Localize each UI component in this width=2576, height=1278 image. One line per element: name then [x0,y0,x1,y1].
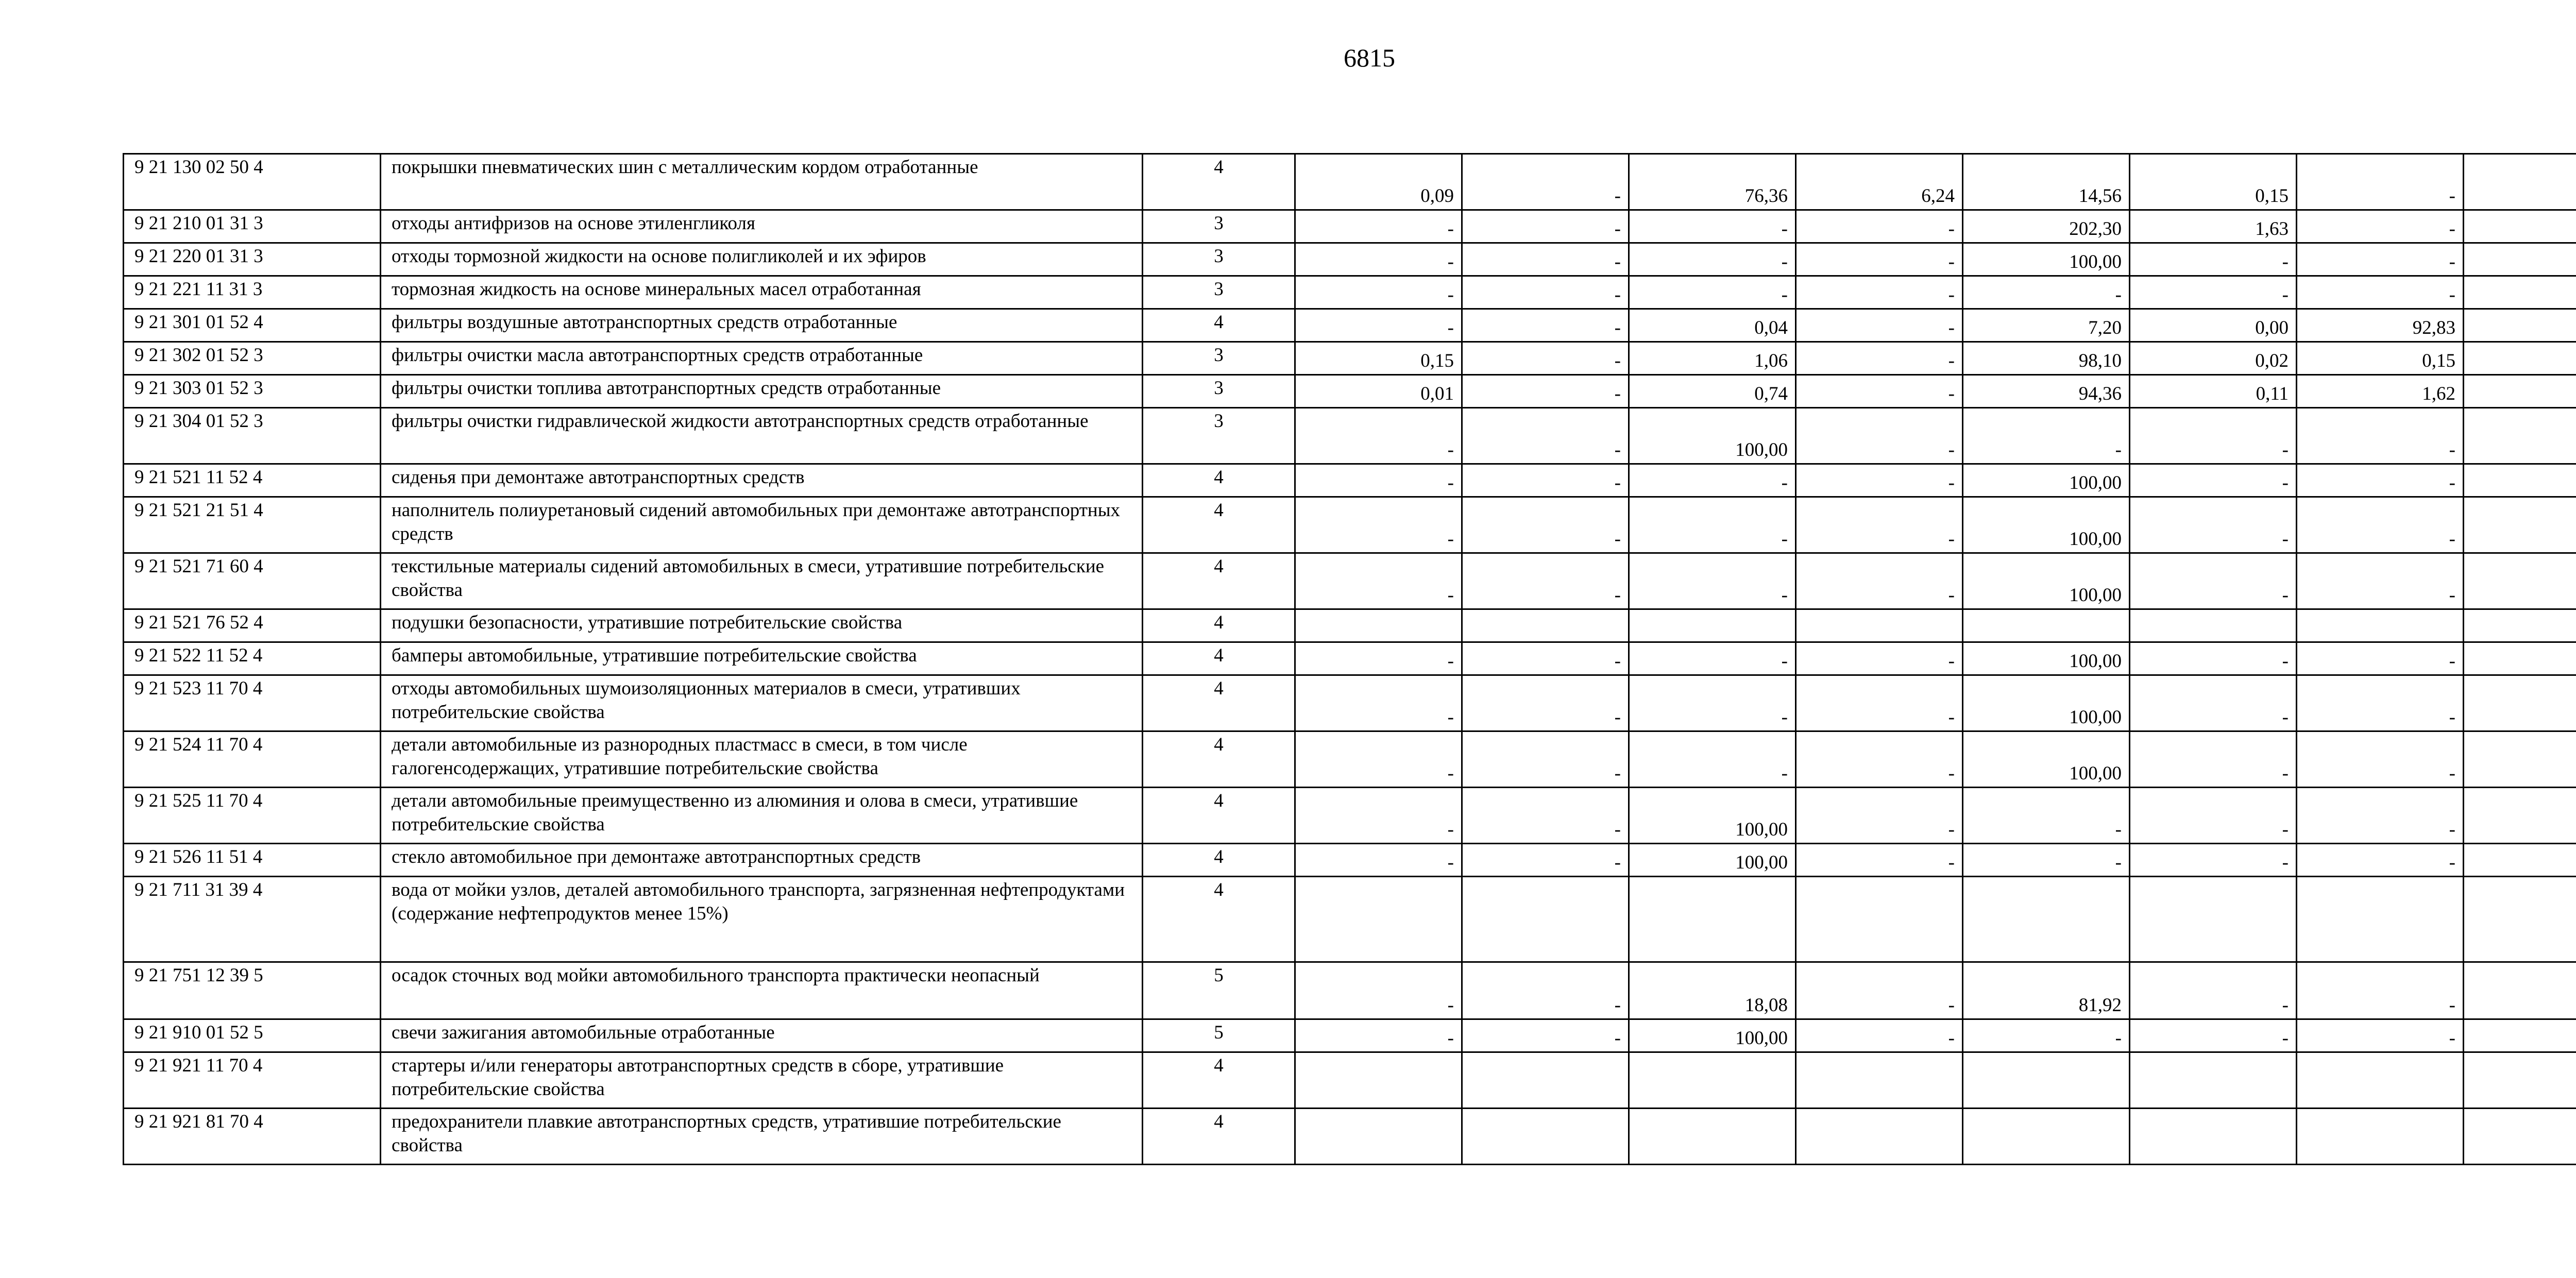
value-cell [2464,276,2576,309]
waste-code-cell: 9 21 130 02 50 4 [124,154,381,210]
value-cell: - [1796,210,1963,243]
value-cell: 0,15 [2130,154,2297,210]
value-cell: - [2297,276,2464,309]
value-cell [1629,1109,1796,1165]
value-cell: 1,62 [2297,375,2464,408]
value-cell: 202,30 [1963,210,2130,243]
value-cell: 0,09 [1295,154,1462,210]
hazard-class-cell: 4 [1143,497,1295,553]
value-cell: - [1796,276,1963,309]
table-row [124,497,2576,553]
table-row [124,276,2576,309]
value-cell: 76,36 [1629,154,1796,210]
value-cell: 100,00 [1629,1019,1796,1052]
value-cell: - [1629,642,1796,675]
value-cell: 0,01 [1295,375,1462,408]
value-cell: - [1963,788,2130,844]
value-cell: 100,00 [1629,788,1796,844]
value-cell: - [1796,553,1963,609]
waste-code-cell: 9 21 521 11 52 4 [124,464,381,497]
value-cell: - [2297,154,2464,210]
value-cell [1963,609,2130,642]
table-row [124,962,2576,1019]
table-row [124,675,2576,731]
value-cell [1629,609,1796,642]
value-cell: 0,04 [1629,309,1796,342]
value-cell [1963,1052,2130,1109]
value-cell: - [1462,642,1629,675]
value-cell: - [1629,210,1796,243]
hazard-class-cell: 4 [1143,642,1295,675]
value-cell: 0,02 [2130,342,2297,375]
value-cell: 14,56 [1963,154,2130,210]
value-cell [2130,1052,2297,1109]
waste-name-cell: наполнитель полиуретановый сидений автомобильных при демонтаже автотранспортных средств [381,497,1143,553]
value-cell [1963,877,2130,962]
value-cell [1963,1109,2130,1165]
value-cell: 100,00 [1629,844,1796,877]
value-cell [2464,464,2576,497]
value-cell: - [1295,553,1462,609]
value-cell [1295,877,1462,962]
value-cell: - [1796,731,1963,788]
value-cell: - [1462,464,1629,497]
value-cell: - [1295,788,1462,844]
hazard-class-cell: 4 [1143,553,1295,609]
waste-name-cell: текстильные материалы сидений автомобильных в смеси, утратившие потребительские свойства [381,553,1143,609]
waste-name-cell: отходы автомобильных шумоизоляционных материалов в смеси, утративших потребительские свойства [381,675,1143,731]
value-cell: - [2130,675,2297,731]
table-row [124,309,2576,342]
waste-classification-table [123,153,2576,1165]
value-cell: - [2130,553,2297,609]
value-cell: - [1462,962,1629,1019]
value-cell: - [1295,642,1462,675]
waste-name-cell: детали автомобильные из разнородных пластмасс в смеси, в том числе галогенсодержащих, утратившие потребительские свойства [381,731,1143,788]
value-cell: - [1796,309,1963,342]
table-row [124,464,2576,497]
value-cell: 0,00 [2130,309,2297,342]
value-cell [2297,1109,2464,1165]
hazard-class-cell: 3 [1143,375,1295,408]
value-cell: - [2130,962,2297,1019]
value-cell [1462,609,1629,642]
value-cell: - [1629,276,1796,309]
value-cell [1295,1052,1462,1109]
value-cell: - [1462,553,1629,609]
value-cell: - [1295,675,1462,731]
value-cell: - [1796,497,1963,553]
waste-name-cell: бамперы автомобильные, утратившие потребительские свойства [381,642,1143,675]
value-cell: - [1796,375,1963,408]
value-cell [2464,642,2576,675]
value-cell [1462,877,1629,962]
value-cell: - [2130,243,2297,276]
waste-name-cell: фильтры воздушные автотранспортных средств отработанные [381,309,1143,342]
value-cell: - [2297,243,2464,276]
hazard-class-cell: 3 [1143,408,1295,464]
value-cell: - [2297,553,2464,609]
value-cell: - [1462,1019,1629,1052]
value-cell: 0,15 [1295,342,1462,375]
table-row [124,210,2576,243]
value-cell: - [1963,1019,2130,1052]
value-cell [2464,497,2576,553]
value-cell: - [2130,731,2297,788]
waste-name-cell: тормозная жидкость на основе минеральных масел отработанная [381,276,1143,309]
value-cell: - [1462,276,1629,309]
value-cell [2464,375,2576,408]
value-cell: - [1796,408,1963,464]
hazard-class-cell: 5 [1143,1019,1295,1052]
hazard-class-cell: 4 [1143,1109,1295,1165]
value-cell: - [1629,675,1796,731]
value-cell: 1,06 [1629,342,1796,375]
value-cell: - [1295,210,1462,243]
waste-code-cell: 9 21 711 31 39 4 [124,877,381,962]
value-cell: - [2297,408,2464,464]
value-cell: - [1462,844,1629,877]
value-cell: - [1295,276,1462,309]
waste-code-cell: 9 21 521 71 60 4 [124,553,381,609]
page-number: 6815 [1344,43,1395,72]
waste-code-cell: 9 21 521 76 52 4 [124,609,381,642]
value-cell [2464,309,2576,342]
value-cell: - [1796,844,1963,877]
hazard-class-cell: 5 [1143,962,1295,1019]
value-cell: - [1295,497,1462,553]
waste-code-cell: 9 21 521 21 51 4 [124,497,381,553]
table-row [124,553,2576,609]
value-cell: - [1796,342,1963,375]
hazard-class-cell: 4 [1143,609,1295,642]
hazard-class-cell: 4 [1143,154,1295,210]
value-cell [1796,1109,1963,1165]
value-cell [2464,1052,2576,1109]
value-cell [2464,844,2576,877]
waste-name-cell: фильтры очистки гидравлической жидкости автотранспортных средств отработанные [381,408,1143,464]
value-cell: - [1796,788,1963,844]
value-cell [2464,553,2576,609]
waste-code-cell: 9 21 751 12 39 5 [124,962,381,1019]
waste-code-cell: 9 21 921 81 70 4 [124,1109,381,1165]
waste-code-cell: 9 21 303 01 52 3 [124,375,381,408]
value-cell [2464,731,2576,788]
value-cell: - [1295,464,1462,497]
waste-name-cell: вода от мойки узлов, деталей автомобильного транспорта, загрязненная нефтепродуктами (содержание нефтепродуктов менее 15%) [381,877,1143,962]
table-body [124,154,2576,1165]
value-cell [2464,408,2576,464]
waste-name-cell: фильтры очистки топлива автотранспортных средств отработанные [381,375,1143,408]
table-row [124,788,2576,844]
value-cell: - [1295,962,1462,1019]
hazard-class-cell: 4 [1143,1052,1295,1109]
waste-name-cell: сиденья при демонтаже автотранспортных средств [381,464,1143,497]
waste-code-cell: 9 21 210 01 31 3 [124,210,381,243]
value-cell: - [1963,844,2130,877]
waste-name-cell: отходы тормозной жидкости на основе полигликолей и их эфиров [381,243,1143,276]
waste-code-cell: 9 21 910 01 52 5 [124,1019,381,1052]
value-cell: - [1462,154,1629,210]
table-row [124,408,2576,464]
value-cell: 0,74 [1629,375,1796,408]
waste-name-cell: стартеры и/или генераторы автотранспортных средств в сборе, утратившие потребительские свойства [381,1052,1143,1109]
value-cell: - [1462,210,1629,243]
value-cell: - [1963,408,2130,464]
value-cell: 0,11 [2130,375,2297,408]
waste-name-cell: осадок сточных вод мойки автомобильного транспорта практически неопасный [381,962,1143,1019]
waste-name-cell: стекло автомобильное при демонтаже автотранспортных средств [381,844,1143,877]
waste-code-cell: 9 21 525 11 70 4 [124,788,381,844]
value-cell [2464,154,2576,210]
value-cell: - [1796,243,1963,276]
value-cell [1295,1109,1462,1165]
value-cell: 100,00 [1963,675,2130,731]
value-cell: 100,00 [1963,553,2130,609]
value-cell [1295,609,1462,642]
value-cell [2464,342,2576,375]
waste-code-cell: 9 21 220 01 31 3 [124,243,381,276]
value-cell: - [2130,497,2297,553]
table-row [124,1052,2576,1109]
value-cell: - [1462,788,1629,844]
value-cell: 100,00 [1963,243,2130,276]
value-cell: - [1462,408,1629,464]
value-cell: 94,36 [1963,375,2130,408]
value-cell: 100,00 [1963,497,2130,553]
value-cell: - [1462,243,1629,276]
value-cell: - [1295,243,1462,276]
value-cell: 18,08 [1629,962,1796,1019]
value-cell: - [2297,962,2464,1019]
waste-name-cell: детали автомобильные преимущественно из алюминия и олова в смеси, утратившие потребительские свойства [381,788,1143,844]
value-cell [2464,675,2576,731]
value-cell [2130,877,2297,962]
value-cell: - [1796,962,1963,1019]
waste-code-cell: 9 21 522 11 52 4 [124,642,381,675]
waste-code-cell: 9 21 526 11 51 4 [124,844,381,877]
hazard-class-cell: 4 [1143,675,1295,731]
hazard-class-cell: 3 [1143,342,1295,375]
hazard-class-cell: 4 [1143,788,1295,844]
hazard-class-cell: 4 [1143,844,1295,877]
value-cell: - [2130,1019,2297,1052]
waste-name-cell: фильтры очистки масла автотранспортных средств отработанные [381,342,1143,375]
value-cell: - [1462,497,1629,553]
value-cell: 98,10 [1963,342,2130,375]
value-cell: 0,15 [2297,342,2464,375]
value-cell [2464,788,2576,844]
value-cell [2297,1052,2464,1109]
value-cell: - [2297,844,2464,877]
value-cell: - [2297,1019,2464,1052]
waste-code-cell: 9 21 921 11 70 4 [124,1052,381,1109]
table-row [124,877,2576,962]
table-row [124,731,2576,788]
value-cell [2130,609,2297,642]
value-cell: - [1796,1019,1963,1052]
table-row [124,844,2576,877]
value-cell: - [1295,844,1462,877]
table-row [124,1019,2576,1052]
table-row [124,609,2576,642]
value-cell: 92,83 [2297,309,2464,342]
waste-name-cell: подушки безопасности, утратившие потребительские свойства [381,609,1143,642]
value-cell: - [2297,497,2464,553]
value-cell [2297,609,2464,642]
value-cell [2130,1109,2297,1165]
value-cell: - [1796,464,1963,497]
table-row [124,342,2576,375]
value-cell: - [1295,309,1462,342]
value-cell [1796,877,1963,962]
value-cell [2464,877,2576,962]
value-cell: - [1796,675,1963,731]
value-cell [2464,243,2576,276]
value-cell: - [2297,731,2464,788]
value-cell: - [1462,309,1629,342]
value-cell [2297,877,2464,962]
value-cell: - [1462,342,1629,375]
value-cell: - [1462,375,1629,408]
table-row [124,154,2576,210]
value-cell [2464,962,2576,1019]
value-cell: - [2130,276,2297,309]
value-cell: 81,92 [1963,962,2130,1019]
value-cell [1796,1052,1963,1109]
value-cell: - [1295,1019,1462,1052]
value-cell: - [1295,731,1462,788]
value-cell: - [2297,675,2464,731]
value-cell [2464,1109,2576,1165]
value-cell: - [1462,675,1629,731]
waste-code-cell: 9 21 221 11 31 3 [124,276,381,309]
table-row [124,243,2576,276]
value-cell: - [1462,731,1629,788]
value-cell: - [1629,243,1796,276]
value-cell [1462,1052,1629,1109]
value-cell: 100,00 [1963,731,2130,788]
table-row [124,642,2576,675]
value-cell [1629,1052,1796,1109]
value-cell: - [1629,731,1796,788]
waste-code-cell: 9 21 301 01 52 4 [124,309,381,342]
hazard-class-cell: 3 [1143,210,1295,243]
waste-name-cell: покрышки пневматических шин с металлическим кордом отработанные [381,154,1143,210]
waste-name-cell: свечи зажигания автомобильные отработанные [381,1019,1143,1052]
value-cell: 6,24 [1796,154,1963,210]
hazard-class-cell: 4 [1143,464,1295,497]
waste-code-cell: 9 21 302 01 52 3 [124,342,381,375]
value-cell: - [1963,276,2130,309]
value-cell: 100,00 [1963,464,2130,497]
value-cell: - [1295,408,1462,464]
value-cell: - [1796,642,1963,675]
value-cell: - [2297,788,2464,844]
hazard-class-cell: 4 [1143,877,1295,962]
value-cell [2464,210,2576,243]
hazard-class-cell: 3 [1143,276,1295,309]
value-cell [1796,609,1963,642]
value-cell: - [2130,642,2297,675]
value-cell: 1,63 [2130,210,2297,243]
value-cell: - [2297,642,2464,675]
table-row [124,1109,2576,1165]
value-cell [2464,609,2576,642]
hazard-class-cell: 4 [1143,731,1295,788]
value-cell: - [1629,464,1796,497]
table-row [124,375,2576,408]
waste-name-cell: отходы антифризов на основе этиленгликоля [381,210,1143,243]
waste-code-cell: 9 21 523 11 70 4 [124,675,381,731]
value-cell: - [2297,464,2464,497]
value-cell [2464,1019,2576,1052]
value-cell: - [2130,464,2297,497]
value-cell [1629,877,1796,962]
value-cell: - [2297,210,2464,243]
hazard-class-cell: 3 [1143,243,1295,276]
value-cell: - [2130,844,2297,877]
value-cell: 100,00 [1963,642,2130,675]
value-cell: - [1629,497,1796,553]
value-cell: - [2130,408,2297,464]
waste-name-cell: предохранители плавкие автотранспортных средств, утратившие потребительские свойства [381,1109,1143,1165]
value-cell: 7,20 [1963,309,2130,342]
value-cell: 100,00 [1629,408,1796,464]
value-cell: - [1629,553,1796,609]
waste-code-cell: 9 21 524 11 70 4 [124,731,381,788]
waste-code-cell: 9 21 304 01 52 3 [124,408,381,464]
value-cell: - [2130,788,2297,844]
hazard-class-cell: 4 [1143,309,1295,342]
value-cell [1462,1109,1629,1165]
